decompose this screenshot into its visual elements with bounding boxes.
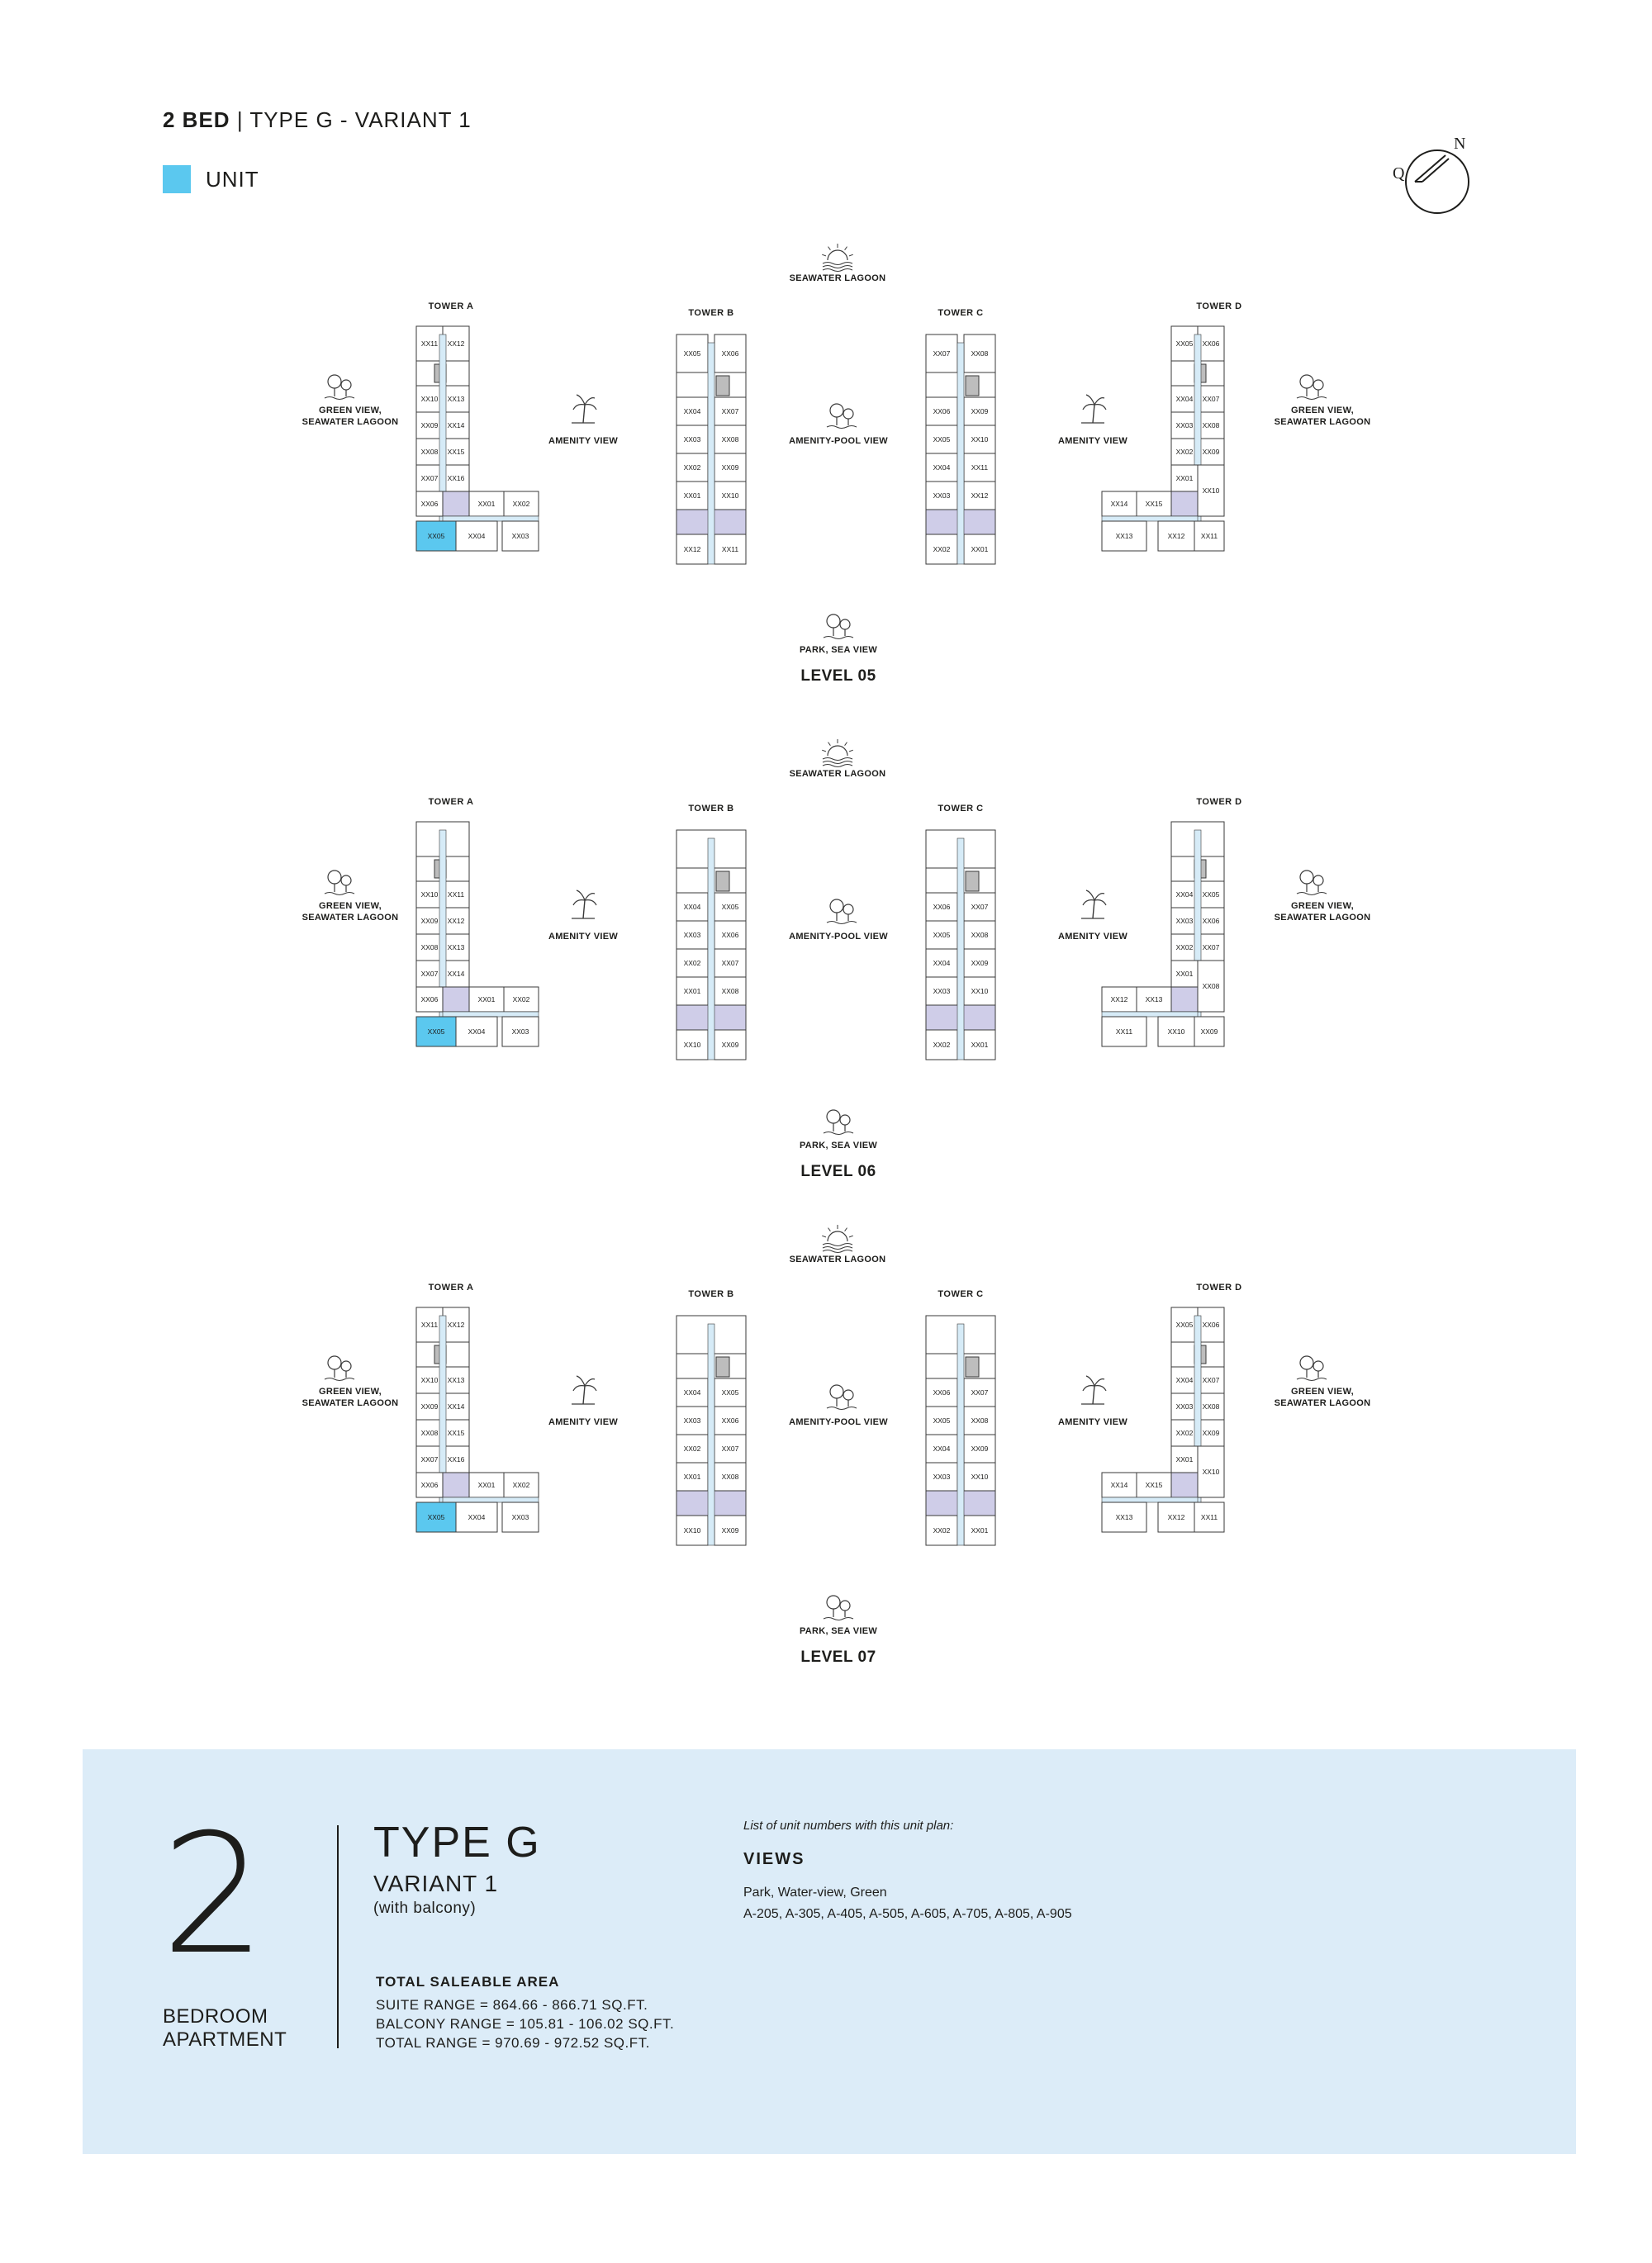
sun-lagoon-icon — [822, 244, 853, 272]
palm-icon — [572, 890, 596, 918]
unit-label: XX02 — [1175, 943, 1194, 951]
unit-label: XX01 — [683, 491, 701, 500]
park-icon — [824, 1596, 853, 1620]
unit-label: XX08 — [971, 931, 989, 939]
unit-label: XX09 — [1202, 1429, 1220, 1437]
pool-icon — [827, 404, 857, 429]
unit-label: XX01 — [1175, 1455, 1194, 1464]
unit-label: XX08 — [420, 448, 439, 456]
unit-label: XX10 — [971, 435, 989, 444]
unit-label: XX05 — [933, 931, 951, 939]
green-view-icon-left — [325, 375, 354, 400]
unit-label: XX09 — [420, 1402, 439, 1411]
level-label: LEVEL 07 — [800, 1649, 876, 1666]
unit-label: XX14 — [447, 1402, 465, 1411]
side-view-left-2: SEAWATER LAGOON — [301, 1398, 399, 1408]
unit-label: XX05 — [1175, 1321, 1194, 1329]
unit-label: XX12 — [447, 917, 465, 925]
tower-c-title: TOWER C — [938, 1289, 984, 1299]
unit-label: XX01 — [1175, 970, 1194, 978]
unit-label: XX10 — [971, 987, 989, 995]
unit-label: XX12 — [1110, 995, 1128, 1003]
unit-label: XX11 — [1115, 1027, 1133, 1036]
tower-a-plan — [416, 326, 539, 551]
corridor — [1102, 1497, 1198, 1502]
unit-label: XX02 — [683, 1445, 701, 1453]
lift-core — [1171, 987, 1198, 1012]
view-bottom: PARK, SEA VIEW — [799, 1141, 878, 1150]
unit-label: XX02 — [683, 959, 701, 967]
divider — [337, 1825, 339, 2048]
bedroom-line-2: APARTMENT — [163, 2028, 287, 2051]
pool-view: AMENITY-POOL VIEW — [789, 932, 888, 942]
unit-label: XX05 — [933, 435, 951, 444]
corridor — [957, 838, 964, 1060]
unit-label: XX10 — [683, 1526, 701, 1535]
unit-label: XX03 — [683, 435, 701, 444]
unit-label: XX02 — [933, 545, 951, 553]
unit-label: XX10 — [1202, 486, 1220, 495]
unit-label: XX01 — [971, 1041, 989, 1049]
unit-label: XX11 — [420, 339, 439, 348]
green-view-icon-right — [1297, 871, 1327, 895]
unit-label: XX15 — [447, 448, 465, 456]
unit-label: XX12 — [1167, 1513, 1185, 1521]
unit-label: XX05 — [427, 532, 445, 540]
tower-a-title: TOWER A — [428, 797, 474, 807]
unit-label: XX02 — [933, 1041, 951, 1049]
unit-label: XX11 — [1200, 532, 1218, 540]
palm-icon — [1081, 1376, 1106, 1404]
unit-label: XX01 — [477, 1481, 496, 1489]
green-view-icon-right — [1297, 1356, 1327, 1381]
unit-label: XX06 — [721, 349, 739, 358]
unit-type: TYPE G — [373, 1819, 541, 1867]
unit-label: XX05 — [1175, 339, 1194, 348]
unit-label: XX12 — [971, 491, 989, 500]
palm-icon — [1081, 395, 1106, 423]
tower-b-title: TOWER B — [688, 1289, 734, 1299]
unit-label: XX03 — [683, 931, 701, 939]
unit-label: XX07 — [420, 474, 439, 482]
unit-label: XX09 — [971, 407, 989, 415]
unit-label: XX13 — [1145, 995, 1163, 1003]
unit-label: XX03 — [1175, 1402, 1194, 1411]
amenity-view-right: AMENITY VIEW — [1057, 436, 1128, 446]
unit-label: XX07 — [1202, 943, 1220, 951]
unit-label: XX01 — [477, 500, 496, 508]
unit-label: XX03 — [1175, 917, 1194, 925]
unit-label: XX14 — [1110, 1481, 1128, 1489]
unit-label: XX09 — [1202, 448, 1220, 456]
unit-label: XX05 — [721, 1388, 739, 1397]
header-bold: 2 BED — [163, 107, 230, 132]
unit-label: XX01 — [477, 995, 496, 1003]
level-label: LEVEL 05 — [800, 667, 876, 685]
side-view-right-2: SEAWATER LAGOON — [1274, 913, 1371, 923]
unit-label: XX04 — [683, 903, 701, 911]
unit-label: XX12 — [447, 1321, 465, 1329]
unit-label: XX10 — [1167, 1027, 1185, 1036]
unit-label: XX08 — [420, 943, 439, 951]
lift-core — [443, 1473, 469, 1497]
unit-label: XX06 — [933, 1388, 951, 1397]
unit-label: XX04 — [683, 407, 701, 415]
level-label: LEVEL 06 — [800, 1163, 876, 1180]
unit-label: XX07 — [721, 407, 739, 415]
unit-label: XX10 — [1202, 1468, 1220, 1476]
tower-b-plan — [676, 1316, 746, 1545]
green-view-icon-right — [1297, 375, 1327, 400]
unit-label: XX03 — [683, 1416, 701, 1425]
unit-label: XX08 — [971, 349, 989, 358]
corridor — [443, 516, 539, 521]
legend-label: UNIT — [206, 166, 259, 192]
unit-label: XX07 — [420, 1455, 439, 1464]
view-top: SEAWATER LAGOON — [789, 769, 886, 779]
view-top: SEAWATER LAGOON — [789, 1255, 886, 1264]
unit-label: XX08 — [420, 1429, 439, 1437]
unit-label: XX08 — [971, 1416, 989, 1425]
unit-label: XX07 — [420, 970, 439, 978]
unit-label: XX04 — [1175, 395, 1194, 403]
unit-label: XX13 — [1115, 1513, 1133, 1521]
pool-view: AMENITY-POOL VIEW — [789, 436, 888, 446]
tower-a-plan — [416, 1307, 539, 1532]
tower-d-title: TOWER D — [1196, 797, 1242, 807]
list-note: List of unit numbers with this unit plan: — [743, 1819, 954, 1833]
unit-label: XX02 — [512, 500, 530, 508]
unit-label: XX04 — [468, 1513, 486, 1521]
unit-label: XX13 — [447, 943, 465, 951]
tower-b-plan — [676, 830, 746, 1060]
lift-core — [1171, 491, 1198, 516]
unit-label: XX06 — [1202, 339, 1220, 348]
unit-label: XX14 — [447, 421, 465, 429]
side-view-right-1: GREEN VIEW, — [1290, 1387, 1355, 1397]
unit-label: XX09 — [1200, 1027, 1218, 1036]
unit-label: XX09 — [420, 917, 439, 925]
unit-list: A-205, A-305, A-405, A-505, A-605, A-705, A-805, A-905 — [743, 1907, 1072, 1921]
stair — [716, 376, 729, 396]
bedroom-count: 2 — [161, 1799, 267, 1991]
unit-label: XX06 — [933, 407, 951, 415]
side-view-left-1: GREEN VIEW, — [318, 1387, 382, 1397]
unit-label: XX09 — [971, 959, 989, 967]
unit-label: XX06 — [420, 1481, 439, 1489]
unit-label: XX10 — [721, 491, 739, 500]
unit-label: XX11 — [447, 890, 465, 899]
header-rest: | TYPE G - VARIANT 1 — [236, 107, 472, 132]
unit-label: XX09 — [721, 463, 739, 472]
unit-label: XX01 — [971, 545, 989, 553]
stair — [966, 376, 979, 396]
unit-label: XX06 — [420, 995, 439, 1003]
sun-lagoon-icon — [822, 739, 853, 767]
corridor — [708, 343, 714, 564]
unit-label: XX01 — [1175, 474, 1194, 482]
lift-core — [443, 491, 469, 516]
unit-label: XX06 — [420, 500, 439, 508]
unit-label: XX07 — [721, 1445, 739, 1453]
stair — [716, 1357, 729, 1377]
side-view-left-1: GREEN VIEW, — [318, 901, 382, 911]
unit-label: XX02 — [683, 463, 701, 472]
unit-label: XX03 — [933, 491, 951, 500]
unit-label: XX08 — [721, 987, 739, 995]
unit-label: XX08 — [721, 1473, 739, 1481]
unit-label: XX03 — [1175, 421, 1194, 429]
unit-label: XX03 — [511, 532, 529, 540]
tower-a-plan — [416, 822, 539, 1046]
unit-label: XX05 — [721, 903, 739, 911]
unit-label: XX05 — [683, 349, 701, 358]
corridor — [957, 343, 964, 564]
unit-label: XX02 — [512, 995, 530, 1003]
tower-b-plan — [676, 334, 746, 564]
view-top: SEAWATER LAGOON — [789, 273, 886, 283]
unit-label: XX11 — [420, 1321, 439, 1329]
corridor — [708, 1324, 714, 1545]
unit-label: XX15 — [1145, 500, 1163, 508]
lift-core — [443, 987, 469, 1012]
unit-label: XX15 — [447, 1429, 465, 1437]
total-range: TOTAL RANGE = 970.69 - 972.52 SQ.FT. — [376, 2035, 650, 2051]
unit-label: XX06 — [721, 1416, 739, 1425]
balcony-note: (with balcony) — [373, 1900, 477, 1917]
unit-label: XX16 — [447, 1455, 465, 1464]
side-view-right-2: SEAWATER LAGOON — [1274, 417, 1371, 427]
unit-label: XX08 — [1202, 982, 1220, 990]
unit-label: XX11 — [1200, 1513, 1218, 1521]
info-panel — [83, 1749, 1576, 2154]
side-view-right-1: GREEN VIEW, — [1290, 406, 1355, 415]
pool-view: AMENITY-POOL VIEW — [789, 1417, 888, 1427]
compass-north: N — [1454, 135, 1466, 153]
palm-icon — [572, 395, 596, 423]
unit-label: XX13 — [1115, 532, 1133, 540]
stair — [966, 1357, 979, 1377]
unit-label: XX07 — [933, 349, 951, 358]
palm-icon — [1081, 890, 1106, 918]
tower-c-plan — [926, 334, 995, 564]
unit-label: XX12 — [683, 545, 701, 553]
unit-label: XX09 — [721, 1041, 739, 1049]
pool-icon — [827, 1385, 857, 1410]
tsa-title: TOTAL SALEABLE AREA — [376, 1974, 560, 1990]
unit-label: XX07 — [971, 903, 989, 911]
tower-b-title: TOWER B — [688, 804, 734, 814]
unit-variant: VARIANT 1 — [373, 1871, 499, 1896]
views-text: Park, Water-view, Green — [743, 1886, 887, 1900]
side-view-left-2: SEAWATER LAGOON — [301, 417, 399, 427]
corridor — [1102, 516, 1198, 521]
unit-label: XX10 — [420, 1376, 439, 1384]
views-title: VIEWS — [743, 1850, 805, 1868]
unit-label: XX06 — [1202, 1321, 1220, 1329]
side-view-right-1: GREEN VIEW, — [1290, 901, 1355, 911]
unit-label: XX14 — [447, 970, 465, 978]
unit-label: XX14 — [1110, 500, 1128, 508]
unit-label: XX05 — [427, 1027, 445, 1036]
side-view-left-1: GREEN VIEW, — [318, 406, 382, 415]
lift-core — [1171, 1473, 1198, 1497]
park-icon — [824, 614, 853, 639]
unit-label: XX07 — [971, 1388, 989, 1397]
unit-label: XX03 — [933, 1473, 951, 1481]
unit-label: XX05 — [427, 1513, 445, 1521]
unit-label: XX05 — [1202, 890, 1220, 899]
unit-label: XX01 — [683, 987, 701, 995]
stair — [966, 871, 979, 891]
tower-c-title: TOWER C — [938, 308, 984, 318]
amenity-view-right: AMENITY VIEW — [1057, 932, 1128, 942]
tower-c-plan — [926, 830, 995, 1060]
unit-label: XX04 — [468, 1027, 486, 1036]
unit-label: XX10 — [683, 1041, 701, 1049]
amenity-view-left: AMENITY VIEW — [548, 1417, 619, 1427]
green-view-icon-left — [325, 1356, 354, 1381]
unit-label: XX02 — [1175, 448, 1194, 456]
unit-label: XX06 — [1202, 917, 1220, 925]
tower-a-title: TOWER A — [428, 301, 474, 311]
unit-label: XX12 — [1167, 532, 1185, 540]
unit-label: XX10 — [420, 395, 439, 403]
unit-label: XX11 — [971, 463, 989, 472]
pool-icon — [827, 899, 857, 924]
tower-c-plan — [926, 1316, 995, 1545]
unit-label: XX10 — [420, 890, 439, 899]
unit-label: XX16 — [447, 474, 465, 482]
unit-label: XX10 — [971, 1473, 989, 1481]
unit-label: XX15 — [1145, 1481, 1163, 1489]
tower-b-title: TOWER B — [688, 308, 734, 318]
stair — [716, 871, 729, 891]
unit-label: XX05 — [933, 1416, 951, 1425]
unit-label: XX08 — [1202, 1402, 1220, 1411]
side-view-left-2: SEAWATER LAGOON — [301, 913, 399, 923]
unit-label: XX12 — [447, 339, 465, 348]
unit-label: XX02 — [1175, 1429, 1194, 1437]
unit-label: XX06 — [933, 903, 951, 911]
tower-a-title: TOWER A — [428, 1283, 474, 1293]
unit-label: XX09 — [420, 421, 439, 429]
tower-c-title: TOWER C — [938, 804, 984, 814]
unit-label: XX06 — [721, 931, 739, 939]
unit-label: XX03 — [511, 1513, 529, 1521]
unit-label: XX07 — [1202, 395, 1220, 403]
unit-label: XX01 — [683, 1473, 701, 1481]
side-view-right-2: SEAWATER LAGOON — [1274, 1398, 1371, 1408]
amenity-view-left: AMENITY VIEW — [548, 436, 619, 446]
corridor — [443, 1497, 539, 1502]
bedroom-line-1: BEDROOM — [163, 2005, 268, 2028]
tower-d-title: TOWER D — [1196, 1283, 1242, 1293]
unit-label: XX08 — [1202, 421, 1220, 429]
tower-d-title: TOWER D — [1196, 301, 1242, 311]
park-icon — [824, 1110, 853, 1135]
unit-label: XX04 — [1175, 1376, 1194, 1384]
unit-label: XX03 — [933, 987, 951, 995]
unit-label: XX02 — [512, 1481, 530, 1489]
unit-label: XX11 — [721, 545, 739, 553]
view-bottom: PARK, SEA VIEW — [799, 645, 878, 655]
unit-label: XX02 — [933, 1526, 951, 1535]
corridor — [1102, 1012, 1198, 1017]
unit-label: XX04 — [933, 1445, 951, 1453]
unit-label: XX09 — [971, 1445, 989, 1453]
unit-label: XX03 — [511, 1027, 529, 1036]
unit-label: XX08 — [721, 435, 739, 444]
corridor — [443, 1012, 539, 1017]
amenity-view-left: AMENITY VIEW — [548, 932, 619, 942]
unit-label: XX13 — [447, 1376, 465, 1384]
unit-label: XX04 — [468, 532, 486, 540]
palm-icon — [572, 1376, 596, 1404]
unit-label: XX04 — [933, 959, 951, 967]
sun-lagoon-icon — [822, 1225, 853, 1253]
amenity-view-right: AMENITY VIEW — [1057, 1417, 1128, 1427]
unit-label: XX07 — [1202, 1376, 1220, 1384]
green-view-icon-left — [325, 871, 354, 895]
unit-label: XX04 — [1175, 890, 1194, 899]
corridor — [957, 1324, 964, 1545]
unit-label: XX09 — [721, 1526, 739, 1535]
unit-label: XX13 — [447, 395, 465, 403]
compass-mark: Q — [1393, 164, 1405, 183]
balcony-range: BALCONY RANGE = 105.81 - 106.02 SQ.FT. — [376, 2016, 675, 2032]
unit-label: XX01 — [971, 1526, 989, 1535]
view-bottom: PARK, SEA VIEW — [799, 1626, 878, 1636]
unit-label: XX04 — [933, 463, 951, 472]
unit-label: XX07 — [721, 959, 739, 967]
suite-range: SUITE RANGE = 864.66 - 866.71 SQ.FT. — [376, 1997, 648, 2013]
corridor — [708, 838, 714, 1060]
bedroom-label — [163, 2005, 287, 2052]
unit-label: XX04 — [683, 1388, 701, 1397]
